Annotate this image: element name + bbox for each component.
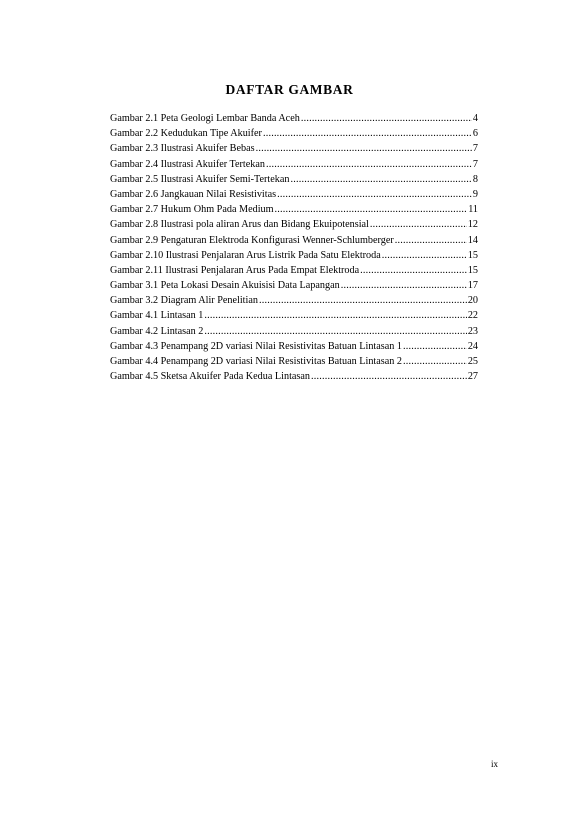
entry-page: 23 xyxy=(467,325,478,337)
entry-page: 25 xyxy=(467,356,478,367)
entry-label: Gambar 2.10 Ilustrasi Penjalaran Arus Listrik Pada Satu Elektroda xyxy=(110,249,381,261)
entry-label: Gambar 2.7 Hukum Ohm Pada Medium xyxy=(110,204,274,216)
entry-label: Gambar 4.2 Lintasan 2 xyxy=(110,325,204,337)
entry-label: Gambar 3.2 Diagram Alir Penelitian xyxy=(110,295,258,307)
dot-leader xyxy=(291,172,472,187)
entry-page: 20 xyxy=(467,295,478,307)
list-item[interactable] xyxy=(110,324,478,339)
entry-page: 4 xyxy=(472,113,478,124)
list-item[interactable] xyxy=(110,293,478,308)
dot-leader xyxy=(395,233,467,248)
list-item[interactable] xyxy=(110,141,478,156)
dot-leader xyxy=(370,217,467,232)
entry-page: 14 xyxy=(467,234,478,246)
list-item[interactable] xyxy=(110,308,478,323)
list-item[interactable] xyxy=(110,263,478,278)
list-item[interactable] xyxy=(110,126,478,141)
entry-label: Gambar 2.8 Ilustrasi pola aliran Arus dan Bidang Ekuipotensial xyxy=(110,219,369,231)
entry-page: 22 xyxy=(467,310,478,322)
entry-label: Gambar 2.5 Ilustrasi Akuifer Semi-Tertekan xyxy=(110,173,290,185)
dot-leader xyxy=(360,263,467,278)
page-title: DAFTAR GAMBAR xyxy=(225,82,354,97)
list-item[interactable] xyxy=(110,278,478,293)
dot-leader xyxy=(204,324,466,339)
dot-leader xyxy=(256,141,472,156)
entry-page: 24 xyxy=(467,340,478,352)
list-item[interactable] xyxy=(110,217,478,232)
entry-label: Gambar 4.4 Penampang 2D variasi Nilai Resistivitas Batuan Lintasan 2 xyxy=(110,356,402,367)
list-item[interactable] xyxy=(110,111,478,126)
list-item[interactable] xyxy=(110,172,478,187)
entry-label: Gambar 2.1 Peta Geologi Lembar Banda Aceh xyxy=(110,113,300,124)
entry-page: 12 xyxy=(467,219,478,231)
dot-leader xyxy=(311,369,467,384)
entry-page: 7 xyxy=(472,158,478,170)
list-item[interactable] xyxy=(110,354,478,369)
list-item[interactable] xyxy=(110,248,478,263)
entry-page: 6 xyxy=(472,128,478,140)
entry-page: 9 xyxy=(472,188,478,200)
dot-leader xyxy=(204,308,466,323)
entry-page: 17 xyxy=(467,280,478,292)
entry-label: Gambar 2.3 Ilustrasi Akuifer Bebas xyxy=(110,143,255,155)
dot-leader xyxy=(301,111,472,126)
entry-label: Gambar 2.11 Ilustrasi Penjalaran Arus Pada Empat Elektroda xyxy=(110,264,360,276)
figure-list xyxy=(110,111,478,384)
entry-label: Gambar 2.2 Kedudukan Tipe Akuifer xyxy=(110,128,262,140)
entry-label: Gambar 3.1 Peta Lokasi Desain Akuisisi Data Lapangan xyxy=(110,280,340,292)
entry-page: 7 xyxy=(472,143,478,155)
list-item[interactable] xyxy=(110,339,478,354)
dot-leader xyxy=(277,187,472,202)
dot-leader xyxy=(341,278,467,293)
entry-page: 15 xyxy=(467,249,478,261)
list-item[interactable] xyxy=(110,233,478,248)
entry-label: Gambar 2.6 Jangkauan Nilai Resistivitas xyxy=(110,188,277,200)
dot-leader xyxy=(382,248,467,263)
list-item[interactable] xyxy=(110,202,478,217)
entry-label: Gambar 4.1 Lintasan 1 xyxy=(110,310,204,322)
entry-label: Gambar 2.9 Pengaturan Elektroda Konfigurasi Wenner-Schlumberger xyxy=(110,234,394,246)
list-item[interactable] xyxy=(110,187,478,202)
entry-label: Gambar 4.3 Penampang 2D variasi Nilai Resistivitas Batuan Lintasan 1 xyxy=(110,340,402,352)
dot-leader xyxy=(275,202,468,217)
entry-label: Gambar 2.4 Ilustrasi Akuifer Tertekan xyxy=(110,158,265,170)
entry-page: 8 xyxy=(472,173,478,185)
page-number: ix xyxy=(490,759,498,769)
entry-page: 15 xyxy=(467,264,478,276)
entry-page: 27 xyxy=(467,371,478,383)
dot-leader xyxy=(259,293,467,308)
dot-leader xyxy=(263,126,472,141)
entry-page: 11 xyxy=(468,204,478,216)
dot-leader xyxy=(403,339,467,354)
dot-leader xyxy=(266,157,472,172)
list-item[interactable] xyxy=(110,157,478,172)
entry-label: Gambar 4.5 Sketsa Akuifer Pada Kedua Lintasan xyxy=(110,371,311,383)
list-item[interactable] xyxy=(110,369,478,384)
dot-leader xyxy=(403,354,467,369)
